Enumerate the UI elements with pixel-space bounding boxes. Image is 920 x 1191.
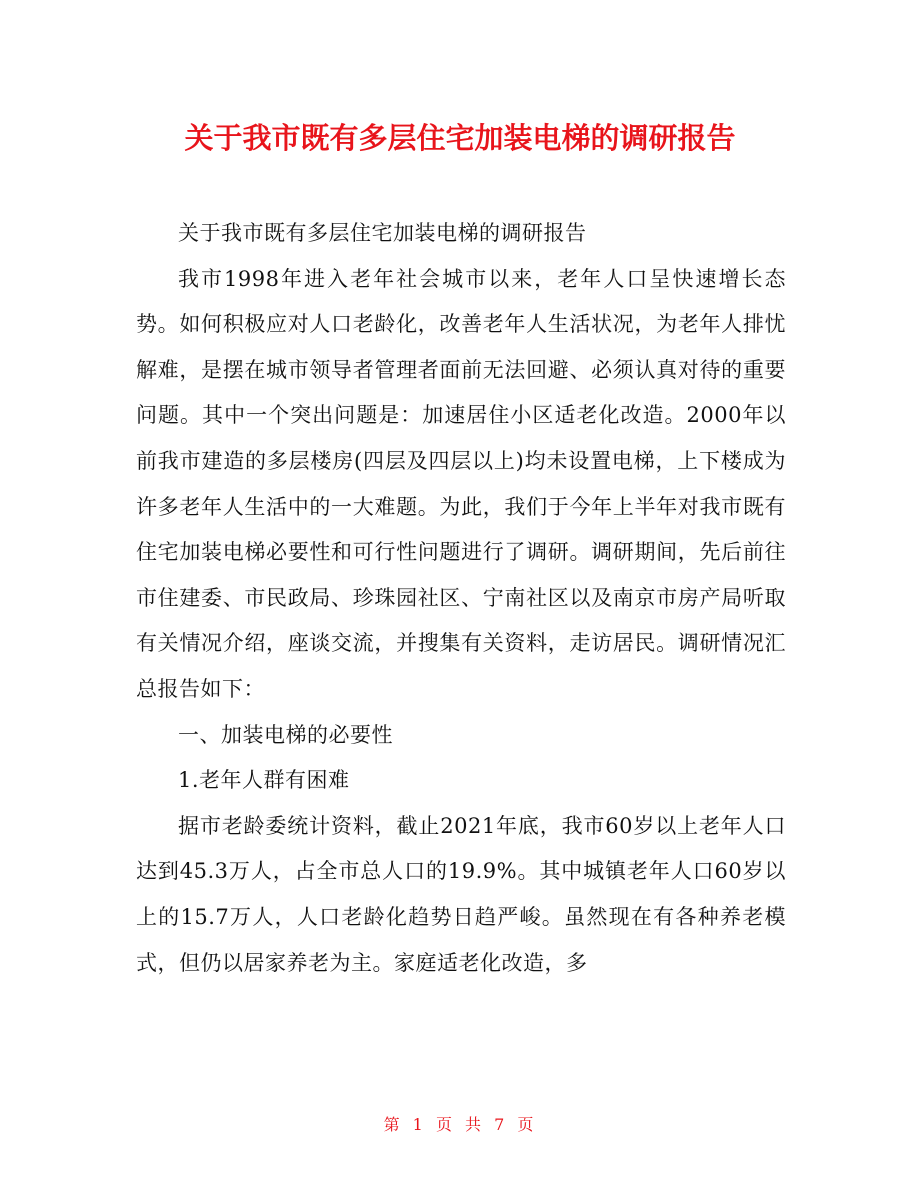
paragraph-statistics: 据市老龄委统计资料，截止2021年底，我市60岁以上老年人口达到45.3万人，占全市总人口的19.9%。其中城镇老年人口60岁以上的15.7万人，人口老龄化趋势日趋严峻。虽然现在有各种养老模式，但仍以居家养老为主。家庭适老化改造，多	[136, 813, 786, 975]
paragraph-subtitle: 关于我市既有多层住宅加装电梯的调研报告	[178, 221, 587, 245]
document-body	[136, 211, 786, 986]
document-title: 关于我市既有多层住宅加装电梯的调研报告	[184, 121, 736, 155]
page-number-footer: 第 1 页 共 7 页	[383, 1115, 537, 1134]
section-heading: 一、加装电梯的必要性	[178, 722, 393, 747]
subsection-heading: 1.老年人群有困难	[178, 768, 350, 793]
paragraph-intro: 我市1998年进入老年社会城市以来，老年人口呈快速增长态势。如何积极应对人口老龄化，改善老年人生活状况，为老年人排忧解难，是摆在城市领导者管理者面前无法回避、必须认真对待的重要问题。其中一个突出问题是：加速居住小区适老化改造。2000年以前我市建造的多层楼房(四层及四层以上)均未设置电梯，上下楼成为许多老年人生活中的一大难题。为此，我们于今年上半年对我市既有住宅加装电梯必要性和可行性问题进行了调研。调研期间，先后前往市住建委、市民政局、珍珠园社区、宁南社区以及南京市房产局听取有关情况介绍，座谈交流，并搜集有关资料，走访居民。调研情况汇总报告如下：	[136, 266, 786, 701]
